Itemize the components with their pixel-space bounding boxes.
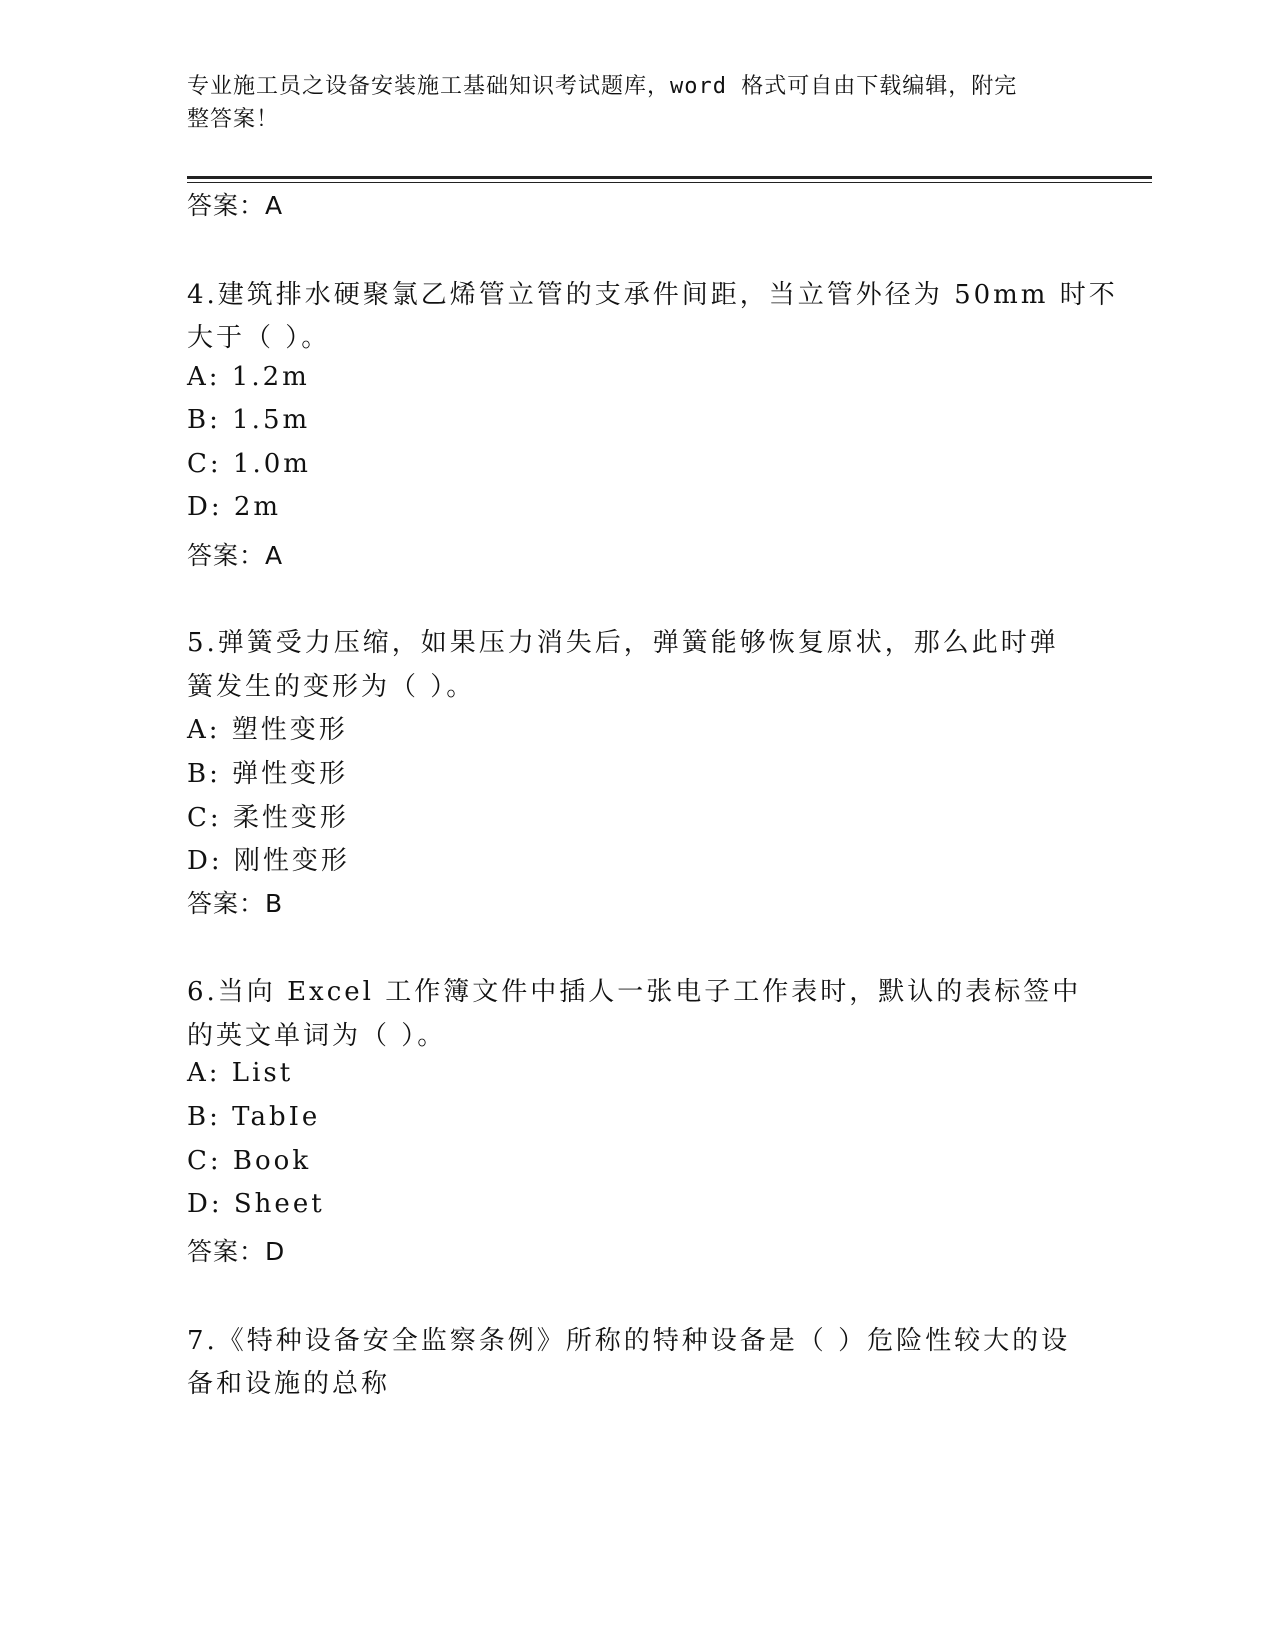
document-header	[187, 70, 1057, 136]
question-4-option-d: D: 2m	[187, 492, 282, 522]
question-5-option-d: D: 刚性变形	[187, 846, 350, 876]
header-divider-thin	[187, 182, 1152, 183]
question-4-line-1: 4.建筑排水硬聚氯乙烯管立管的支承件间距，当立管外径为 50mm 时不	[187, 280, 1118, 310]
question-5-option-b: B: 弹性变形	[187, 759, 349, 789]
question-5-option-a: A: 塑性变形	[187, 715, 348, 745]
header-line-2: 整答案！	[187, 107, 280, 132]
question-4-answer: 答案：A	[187, 541, 284, 570]
question-7-line-2: 备和设施的总称	[187, 1369, 391, 1399]
question-4-option-a: A: 1.2m	[187, 362, 310, 392]
question-5-line-2: 簧发生的变形为（ ）。	[187, 672, 476, 702]
header-divider-thick	[187, 176, 1152, 179]
question-4-option-c: C: 1.0m	[187, 449, 311, 479]
question-6-line-1: 6.当向 Excel 工作簿文件中插人一张电子工作表时，默认的表标签中	[187, 977, 1082, 1007]
question-6-answer: 答案：D	[187, 1237, 286, 1266]
question-6-line-2: 的英文单词为（ ）。	[187, 1021, 447, 1051]
question-6-option-c: C: Book	[187, 1146, 312, 1176]
question-6-option-d: D: Sheet	[187, 1189, 325, 1219]
question-6-option-a: A: List	[187, 1058, 294, 1088]
question-4-option-b: B: 1.5m	[187, 405, 311, 435]
question-7-line-1: 7.《特种设备安全监察条例》所称的特种设备是（ ）危险性较大的设	[187, 1326, 1071, 1356]
question-6-option-b: B: TabIe	[187, 1102, 321, 1132]
question-5-option-c: C: 柔性变形	[187, 803, 349, 833]
question-5-line-1: 5.弹簧受力压缩，如果压力消失后，弹簧能够恢复原状，那么此时弹	[187, 628, 1059, 658]
question-4-line-2: 大于（ ）。	[187, 323, 331, 353]
question-5-answer: 答案：B	[187, 889, 284, 918]
answer-previous: 答案：A	[187, 191, 284, 220]
header-line-1: 专业施工员之设备安装施工基础知识考试题库，word 格式可自由下载编辑，附完	[187, 74, 1018, 99]
